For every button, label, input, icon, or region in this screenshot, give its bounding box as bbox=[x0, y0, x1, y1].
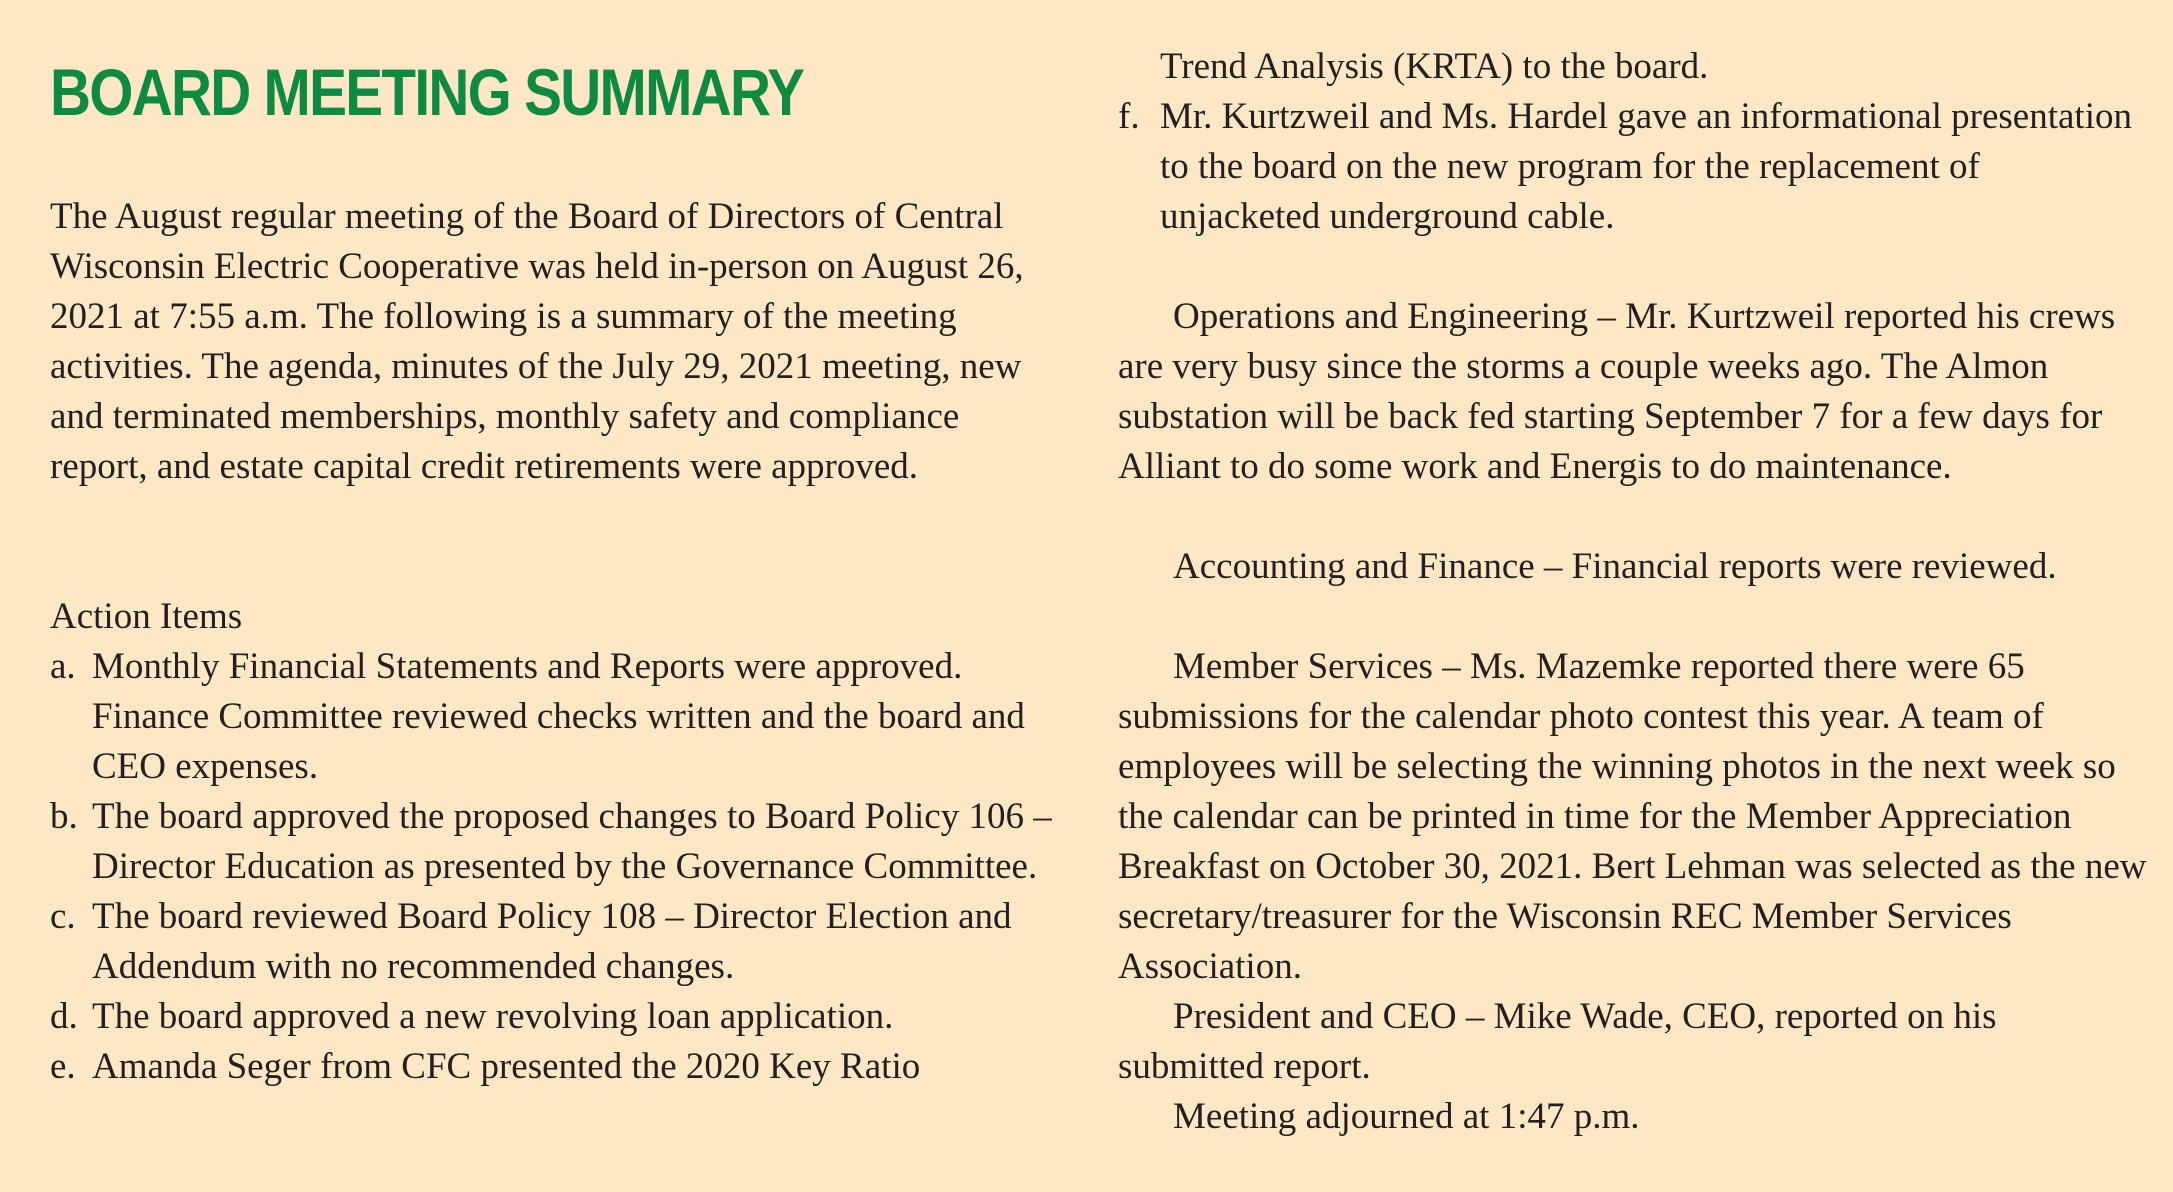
list-item-continuation: Trend Analysis (KRTA) to the board. bbox=[1160, 46, 1709, 87]
report-paragraph: President and CEO – Mike Wade, CEO, reported on his submitted report. bbox=[1118, 996, 1997, 1087]
list-item bbox=[1118, 92, 2148, 242]
action-items-list bbox=[50, 642, 1070, 1092]
list-item-marker: e. bbox=[50, 1046, 76, 1087]
list-item bbox=[50, 642, 1070, 792]
intro-paragraph: The August regular meeting of the Board of Directors of Central Wisconsin Electric Cooperative was held in-person on August 26, 2021 at 7:55 a.m. The following is a summary of the meeting activities. The agenda, minutes of the July 29, 2021 meeting, new and terminated memberships, monthly safety and compliance report, and estate capital credit retirements were approved. bbox=[50, 196, 1024, 487]
list-item-marker: f. bbox=[1118, 96, 1140, 137]
report-paragraph: Member Services – Ms. Mazemke reported there were 65 submissions for the calendar photo contest this year. A team of employees will be selecting the winning photos in the next week so the calendar can be printed in time for the Member Appreciation Breakfast on October 30, 2021. Bert Lehman was selected as the new secretary/treasurer for the Wisconsin REC Member Services Association. bbox=[1118, 646, 2147, 987]
report-paragraph: Meeting adjourned at 1:47 p.m. bbox=[1173, 1096, 1640, 1137]
list-item bbox=[50, 1042, 1070, 1092]
list-item bbox=[50, 892, 1070, 992]
action-items-heading: Action Items bbox=[50, 596, 243, 637]
report-president-ceo bbox=[1118, 992, 2148, 1092]
list-item-marker: d. bbox=[50, 996, 78, 1037]
report-accounting-finance bbox=[1118, 542, 2148, 592]
list-item-text: Mr. Kurtzweil and Ms. Hardel gave an informational presentation to the board on the new program for the replacement of unjacketed underground cable. bbox=[1160, 96, 2132, 237]
meeting-adjourned bbox=[1118, 1092, 2148, 1142]
report-paragraph: Operations and Engineering – Mr. Kurtzweil reported his crews are very busy since the storms a couple weeks ago. The Almon substation will be back fed starting September 7 for a few days for Alliant to do some work and Energis to do maintenance. bbox=[1118, 296, 2116, 487]
list-item bbox=[50, 992, 1070, 1042]
report-operations-engineering bbox=[1118, 292, 2148, 492]
list-item-marker: b. bbox=[50, 796, 78, 837]
list-item-text: The board approved a new revolving loan application. bbox=[92, 996, 894, 1037]
report-paragraph: Accounting and Finance – Financial reports were reviewed. bbox=[1173, 546, 2057, 587]
list-item-text: Amanda Seger from CFC presented the 2020 Key Ratio bbox=[92, 1046, 921, 1087]
list-item-marker: a. bbox=[50, 646, 76, 687]
page-title: BOARD MEETING SUMMARY bbox=[50, 55, 804, 129]
list-item-text: The board approved the proposed changes to Board Policy 106 – Director Education as presented by the Governance Committee. bbox=[92, 796, 1052, 887]
list-item-text: The board reviewed Board Policy 108 – Director Election and Addendum with no recommended changes. bbox=[92, 896, 1012, 987]
list-item-text: Monthly Financial Statements and Reports were approved. Finance Committee reviewed checks written and the board and CEO expenses. bbox=[92, 646, 1025, 787]
list-item-marker: c. bbox=[50, 896, 76, 937]
action-items-list-continued bbox=[1118, 92, 2148, 242]
report-member-services bbox=[1118, 642, 2148, 992]
list-item bbox=[50, 792, 1070, 892]
